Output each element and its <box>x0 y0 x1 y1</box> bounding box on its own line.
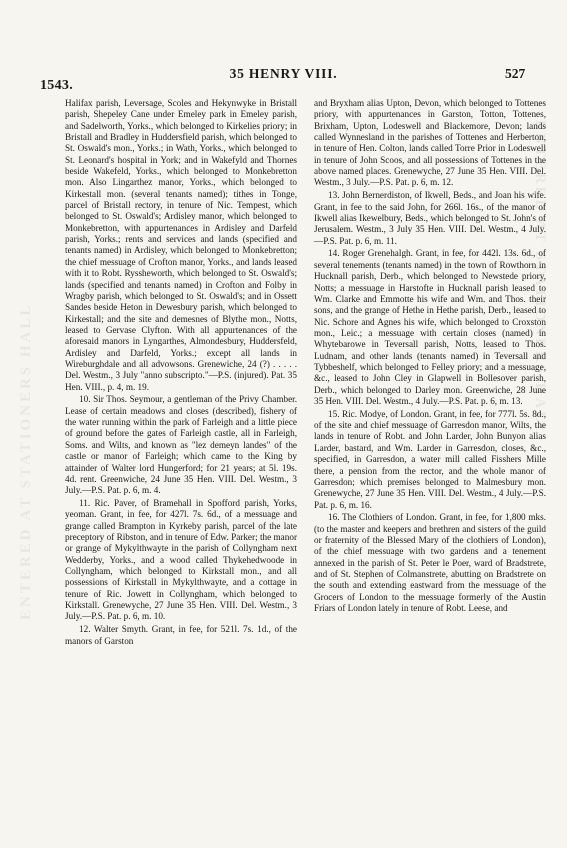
calendar-entry: 16. The Clothiers of London. Grant, in fee, for 1,800 mks. (to the master and keepers and brethren and sisters of the guild or fraternity of the Blessed Mary of the clothiers of London), of the chief messuage with two gardens and a tenement annexed in the parish of St. Peter le Poer, ward of Bradstrete, and of St. Stephen of Colmanstrete, abutting on Bradstrete on the south and extending eastward from the messuage of the Grocers of London to the messuage formerly of the Austin Friars of London lately in tenure of Robt. Leese, and <box>314 512 546 614</box>
calendar-entry: 12. Walter Smyth. Grant, in fee, for 521l. 7s. 1d., of the manors of Garston <box>65 624 297 646</box>
watermark-left: ENTERED AT STATIONERS HALL <box>18 302 34 620</box>
calendar-entry: 14. Roger Grenehalgh. Grant, in fee, for 442l. 13s. 6d., of several tenements (tenants named) in the town of Rowthorn in Hucknall parish, Derb., which belonged to Newstede priory, Notts; a messuage in Harstofte in Hucknall parish leased to Wm. Clarke and Emmotte his wife and Wm. and Thos. their sons, and the grange of Hethe in Hethe parish, Derb., leased to Nic. Schore and Agnes his wife, which belonged to Croxston mon., Leic.; a messuage with certain closes (named) in Whytebarowe in Teversall parish, Notts, leased to Thos. Ludnam, and other lands (tenants named) in Teversall and Tybbeshelf, which belonged to Felley priory; and a messuage, &c., leased to John Cley in Glapwell in Bollesover parish, Derb., which belonged to Darley mon. Greenwiche, 28 June 35 Hen. VIII. Del. Westm., 4 July.—P.S. Pat. p. 6, m. 13. <box>314 248 546 406</box>
watermark-right: ENTERED AT STATIONERS HALL <box>532 120 548 438</box>
continued-entry: and Bryxham alias Upton, Devon, which belonged to Tottenes priory, with appurtenances in Garston, Totton, Tottenes, Brixham, Upton, Lodeswell and Blackemore, Devon; lands called Wynnesland in the parishes of Tottenes and Herberton, in tenure of Hen. Colton, lands called Torre Prior in Lodeswell in tenure of John Scoos, and all possessions of Tottenes in the above named places. Grenewyche, 27 June 35 Hen. VIII. Del. Westm., 3 July.—P.S. Pat. p. 6, m. 12. <box>314 98 546 188</box>
running-title: 35 HENRY VIII. <box>229 66 338 81</box>
right-column <box>314 98 546 614</box>
continued-entry: Halifax parish, Leversage, Scoles and Hekynwyke in Bristall parish, Shepeley Cane under Emeley park in Emeley parish, and Sadelworth, Yorks., which belonged to Kirkelies priory; in Bristall and Bradley in Huddersfield parish, which belonged to St. Oswald's mon., Yorks.; in Wath, Yorks., which belonged to St. Leonard's hospital in York; and in Wakefyld and Thornes beside Wakefeld, Yorks., which belonged to Monkebretton mon. Also Lingarthez manor, Yorks., which belonged to Kirkestall mon. (several tenants named); tithes in Tonge, parcel of Bristall rectory, in tenure of Nic. Tempest, which belonged to St. Oswald's; Ardisley manor, which belonged to Monkebretton, with appurtenances in Ardisley and Darfeld parish, Yorks.; rents and services and lands (specified and tenants named) in Ardisley, which belonged to Monkebretton; the chief messuage of Crofton manor, Yorks., and lands leased with it to Robt. Ryssheworth, which belonged to St. Oswald's; lands (specified and tenants named) in Crofton and Folby in Wragby parish, which belonged to St. Oswald's; and in Ossett Sandes beside Heton in Dewesbury parish, which belonged to Kirkestall; and the site and demesnes of Blythe mon., Notts, leased to Gervase Clyfton. With all appurtenances of the aforesaid manors in Lyngarthes, Almondesbury, Huddersfeld, Ardisley and Darfeld, Yorks.; except all lands in Wireburghdale and all advowsons. Grenewiche, 24 (?) . . . . . Del. Westm., 3 July "anno subscripto."—P.S. (injured). Pat. 35 Hen. VIII., p. 4, m. 19. <box>65 98 297 392</box>
page-number: 527 <box>505 66 526 81</box>
year-label: 1543. <box>40 78 73 93</box>
calendar-entry: 15. Ric. Modye, of London. Grant, in fee, for 777l. 5s. 8d., of the site and chief messuage of Garresdon manor, Wilts, the lands in tenure of Robt. and John Larder, John Bunyon alias Larder, bastard, and Wm. Larder in Garresdon, closes, &c., specified, in Garresdon, a water mill called Fisshers Mille there, a pension from the rector, and the whole manor of Garresdon; which premises belonged to Malmesbury mon. Grenewyche, 27 June 35 Hen. VIII. Del. Westm., 4 July.—P.S. Pat. p. 6, m. 16. <box>314 408 546 510</box>
left-column <box>65 98 297 647</box>
calendar-entry: 10. Sir Thos. Seymour, a gentleman of the Privy Chamber. Lease of certain meadows and closes (described), fishery of the water running within the park of Farleigh and a little piece of ground before the gates of Farleigh castle, all in Farleigh, Soms. and Wilts, and known as "lez demeyn landes" of the castle or manor of Farleigh; which came to the King by attainder of Walter lord Hungerford; for 21 years; at 5l. 19s. 4d. rent. Greenwiche, 24 June 35 Hen. VIII. Del. Westm., 3 July.—P.S. Pat. p. 6, m. 4. <box>65 394 297 496</box>
calendar-entry: 11. Ric. Paver, of Bramehall in Spofford parish, Yorks, yeoman. Grant, in fee, for 427l. 7s. 6d., of a messuage and grange called Brampton in Kyrkeby parish, parcel of the late preceptory of Ribston, and in tenure of Edw. Parker; the manor or grange of Mykylthwayte in the parish of Collyngham next Wedderby, Yorks., and a wood called Thykehedwoode in Collyngham, which belonged to Kirkstall mon., and all possessions of Kirkstall in Mykylthwayte, and a cottage in tenure of Ric. Jowett in Collyngham, which belonged to Kirkstall. Grenewyche, 27 June 35 Hen. VIII. Del. Westm., 3 July.—P.S. Pat. p. 6, m. 10. <box>65 498 297 622</box>
calendar-entry: 13. John Bernerdiston, of Ikwell, Beds., and Joan his wife. Grant, in fee to the said John, for 266l. 16s., of the manor of Ikwell alias Ikewelbury, Beds., which belonged to St. John's of Jerusalem. Westm., 3 July 35 Hen. VIII. Del. Westm., 4 July.—P.S. Pat. p. 6, m. 11. <box>314 190 546 246</box>
